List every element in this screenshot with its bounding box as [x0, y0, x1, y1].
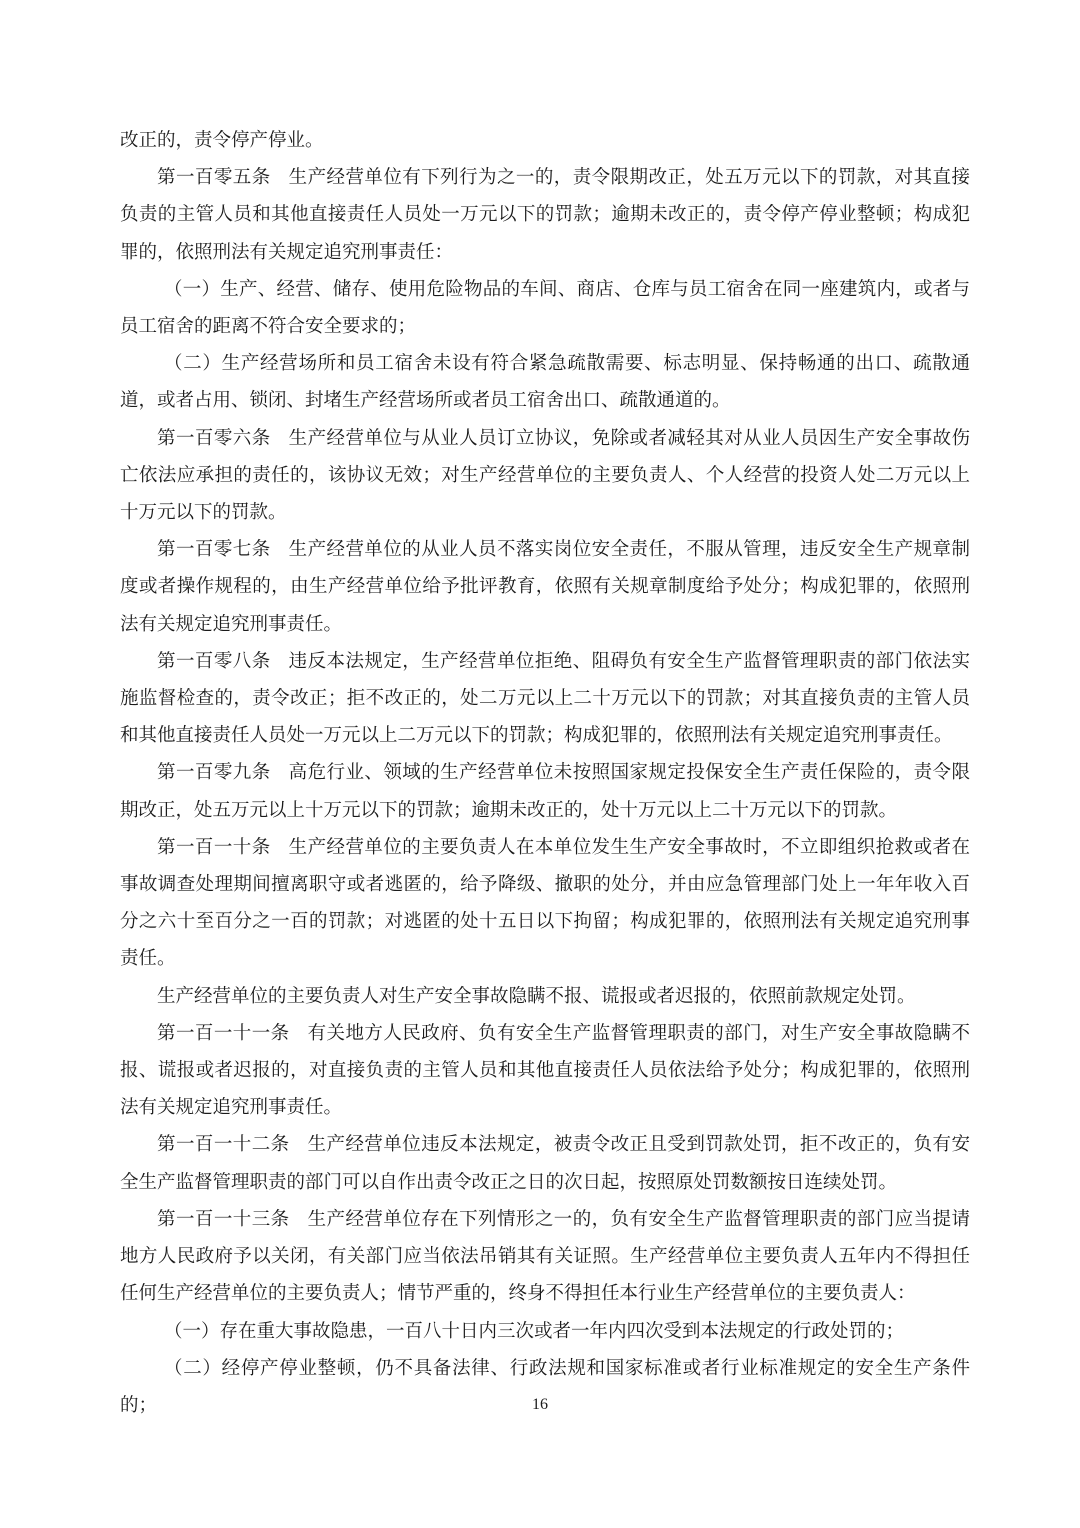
article-number: 第一百零七条 [157, 539, 271, 561]
article-106 [120, 420, 970, 532]
paragraph-continuation [120, 122, 970, 159]
article-text: 生产经营单位与从业人员订立协议，免除或者减轻其对从业人员因生产安全事故伤亡依法应承担的责任的，该协议无效；对生产经营单位的主要负责人、个人经营的投资人处二万元以上十万元以下的罚款。 [120, 427, 970, 524]
item-text: （一）生产、经营、储存、使用危险物品的车间、商店、仓库与员工宿舍在同一座建筑内，或者与员工宿舍的距离不符合安全要求的； [120, 278, 970, 338]
document-page [120, 122, 970, 1424]
paragraph-plain [120, 978, 970, 1015]
article-108 [120, 643, 970, 755]
list-item [120, 345, 970, 419]
paragraph-text: 改正的，责令停产停业。 [120, 130, 324, 151]
article-111 [120, 1015, 970, 1127]
paragraph-text: 生产经营单位的主要负责人对生产安全事故隐瞒不报、谎报或者迟报的，依照前款规定处罚。 [157, 985, 916, 1007]
article-number: 第一百一十一条 [157, 1022, 290, 1044]
item-text: （二）生产经营场所和员工宿舍未设有符合紧急疏散需要、标志明显、保持畅通的出口、疏散通道，或者占用、锁闭、封堵生产经营场所或者员工宿舍出口、疏散通道的。 [120, 353, 970, 412]
item-text: （一）存在重大事故隐患，一百八十日内三次或者一年内四次受到本法规定的行政处罚的； [164, 1320, 905, 1342]
article-text: 生产经营单位有下列行为之一的，责令限期改正，处五万元以下的罚款，对其直接负责的主管人员和其他直接责任人员处一万元以下的罚款；逾期未改正的，责令停产停业整顿；构成犯罪的，依照刑法有关规定追究刑事责任： [120, 167, 970, 263]
list-item [120, 1313, 970, 1350]
article-text: 违反本法规定，生产经营单位拒绝、阻碍负有安全生产监督管理职责的部门依法实施监督检查的，责令改正；拒不改正的，处二万元以上二十万元以下的罚款；对其直接负责的主管人员和其他直接责任人员处一万元以上二万元以下的罚款；构成犯罪的，依照刑法有关规定追究刑事责任。 [120, 650, 970, 747]
article-text: 生产经营单位的主要负责人在本单位发生生产安全事故时，不立即组织抢救或者在事故调查处理期间擅离职守或者逃匿的，给予降级、撤职的处分，并由应急管理部门处上一年年收入百分之六十至百分之一百的罚款；对逃匿的处十五日以下拘留；构成犯罪的，依照刑法有关规定追究刑事责任。 [120, 836, 970, 970]
item-text: （二）经停产停业整顿，仍不具备法律、行政法规和国家标准或者行业标准规定的安全生产条件的； [120, 1357, 970, 1416]
article-109 [120, 754, 970, 828]
article-112 [120, 1126, 970, 1200]
article-number: 第一百零六条 [157, 427, 271, 449]
article-110 [120, 829, 970, 978]
article-number: 第一百零八条 [157, 650, 271, 672]
list-item [120, 271, 970, 345]
article-number: 第一百一十三条 [157, 1208, 290, 1230]
article-113 [120, 1201, 970, 1313]
article-number: 第一百一十条 [157, 836, 271, 858]
article-105 [120, 159, 970, 271]
article-number: 第一百零五条 [157, 167, 271, 189]
article-text: 有关地方人民政府、负有安全生产监督管理职责的部门，对生产安全事故隐瞒不报、谎报或者迟报的，对直接负责的主管人员和其他直接责任人员依法给予处分；构成犯罪的，依照刑法有关规定追究刑事责任。 [120, 1022, 970, 1119]
article-number: 第一百零九条 [157, 762, 271, 784]
article-text: 生产经营单位的从业人员不落实岗位安全责任，不服从管理，违反安全生产规章制度或者操作规程的，由生产经营单位给予批评教育，依照有关规章制度给予处分；构成犯罪的，依照刑法有关规定追究刑事责任。 [120, 539, 970, 635]
article-107 [120, 531, 970, 643]
article-text: 生产经营单位违反本法规定，被责令改正且受到罚款处罚，拒不改正的，负有安全生产监督管理职责的部门可以自作出责令改正之日的次日起，按照原处罚数额按日连续处罚。 [120, 1134, 970, 1193]
article-text: 高危行业、领域的生产经营单位未按照国家规定投保安全生产责任保险的，责令限期改正，处五万元以上十万元以下的罚款；逾期未改正的，处十万元以上二十万元以下的罚款。 [120, 762, 970, 821]
article-number: 第一百一十二条 [157, 1134, 290, 1156]
article-text: 生产经营单位存在下列情形之一的，负有安全生产监督管理职责的部门应当提请地方人民政府予以关闭，有关部门应当依法吊销其有关证照。生产经营单位主要负责人五年内不得担任任何生产经营单位的主要负责人；情节严重的，终身不得担任本行业生产经营单位的主要负责人： [120, 1208, 970, 1305]
page-number: 16 [532, 1396, 548, 1413]
